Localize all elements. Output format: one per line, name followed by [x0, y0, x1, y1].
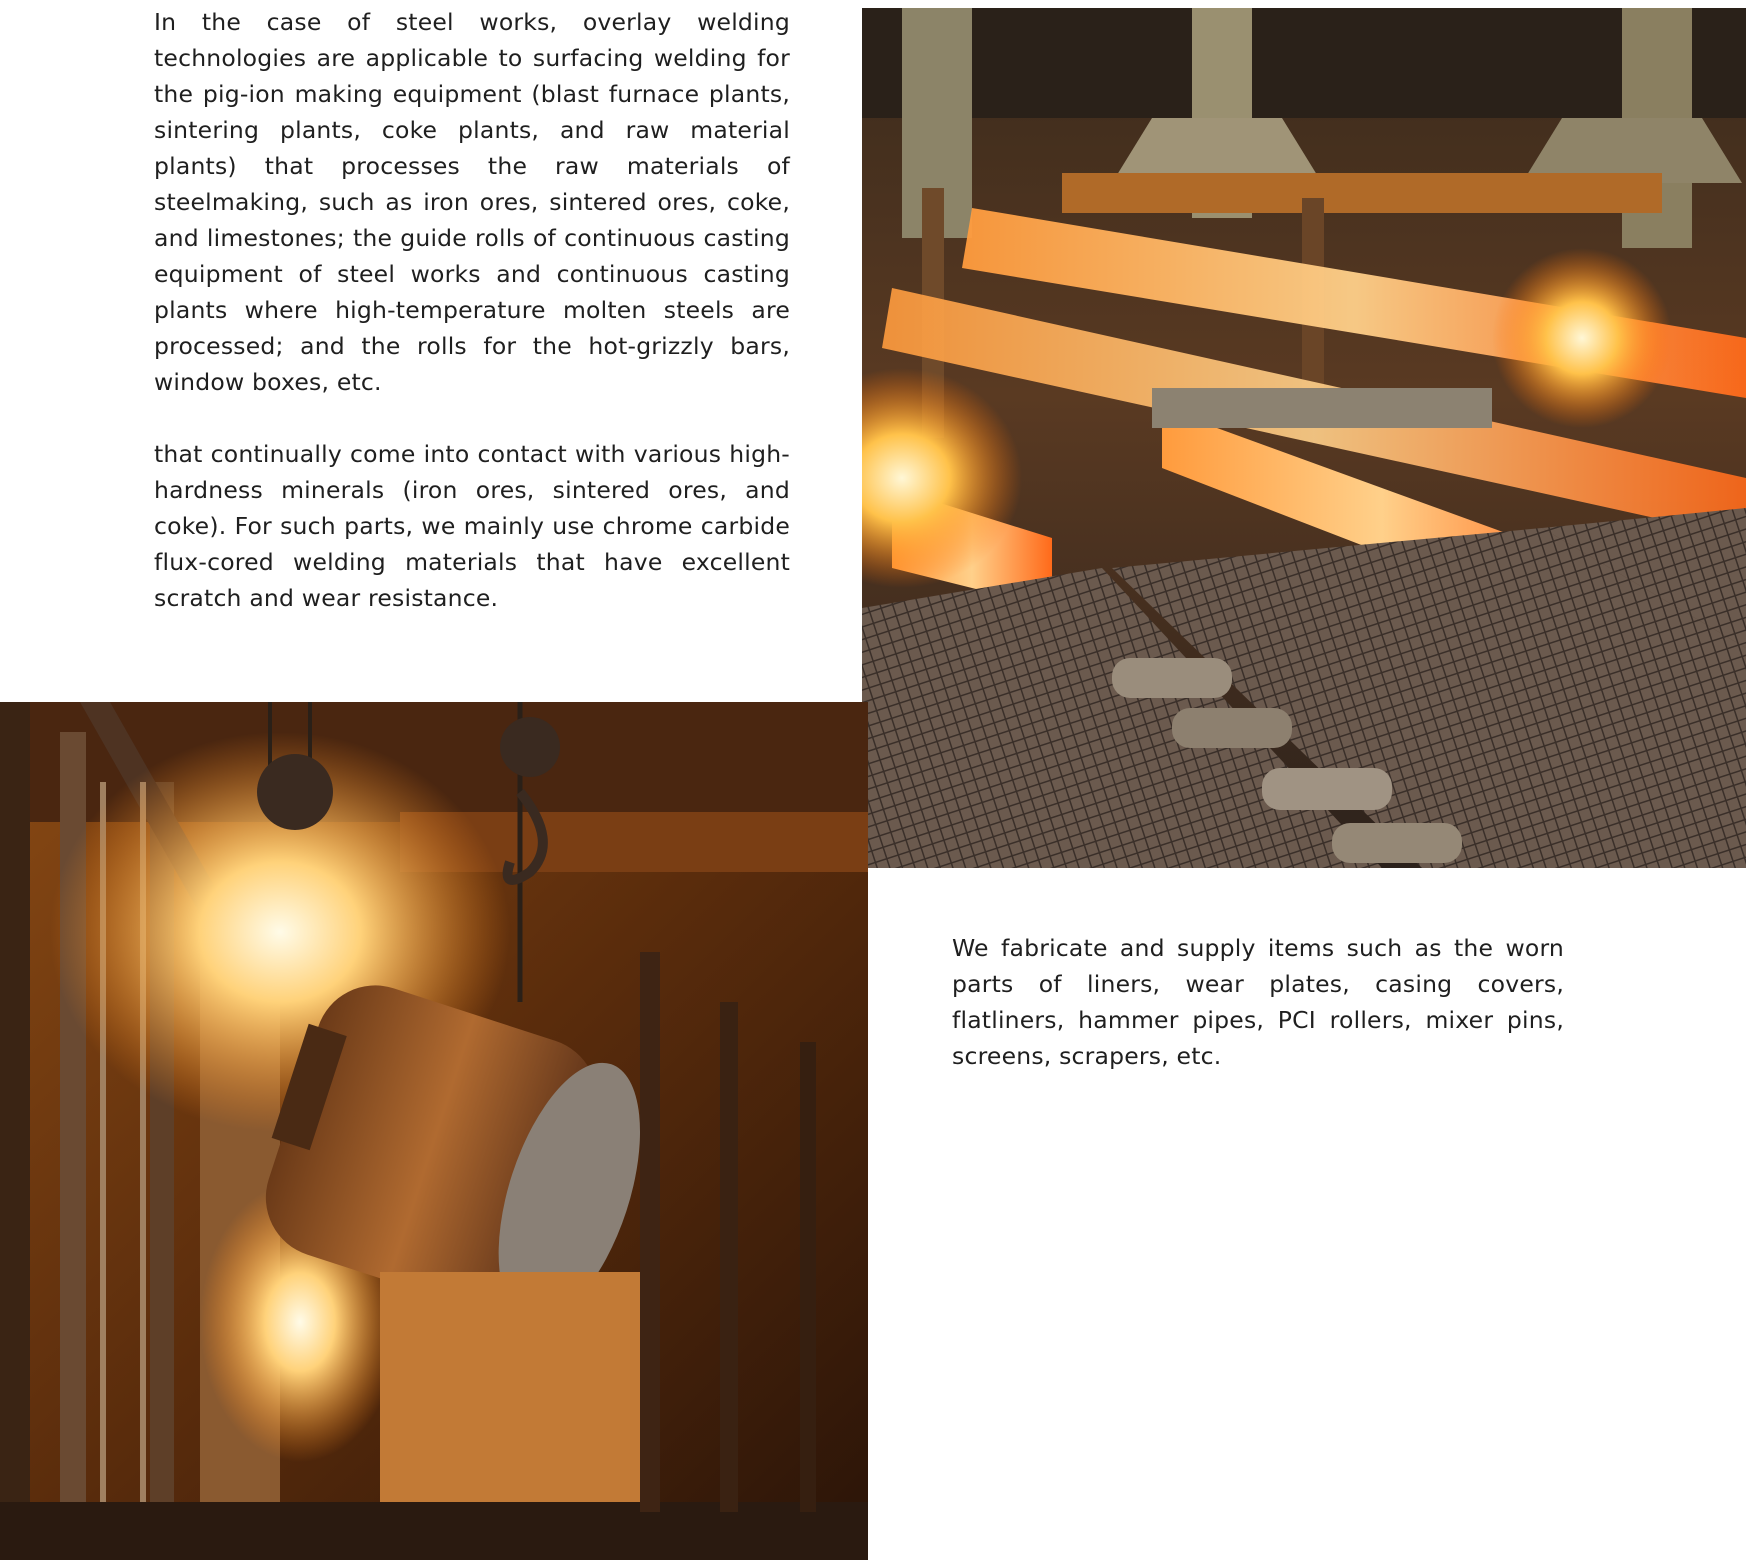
steel-works-paragraph: In the case of steel works, overlay welding technologies are applicable to surfacing welding for the pig-ion making equipment (blast furnace plants, sintering plants, coke plants, and raw material plants) that processes the raw materials of steelmaking, such as iron ores, sintered ores, coke, and limestones; the guide rolls of continuous casting equipment of steel works and continuous casting plants where high-temperature molten steels are processed; and the rolls for the hot-grizzly bars, window boxes, etc. [154, 8, 790, 396]
molten-steel-ladle-photo [0, 702, 868, 1560]
fabricate-supply-paragraph: We fabricate and supply items such as the worn parts of liners, wear plates, casing covers, flatliners, hammer pipes, PCI rollers, mixer pins, screens, scrapers, etc. [952, 934, 1564, 1070]
continuous-casting-photo [862, 8, 1746, 868]
hardness-minerals-paragraph: that continually come into contact with various high-hardness minerals (iron ores, sintered ores, and coke). For such parts, we mainly use chrome carbide flux-cored welding materials that have excellent scratch and wear resistance. [154, 440, 790, 612]
